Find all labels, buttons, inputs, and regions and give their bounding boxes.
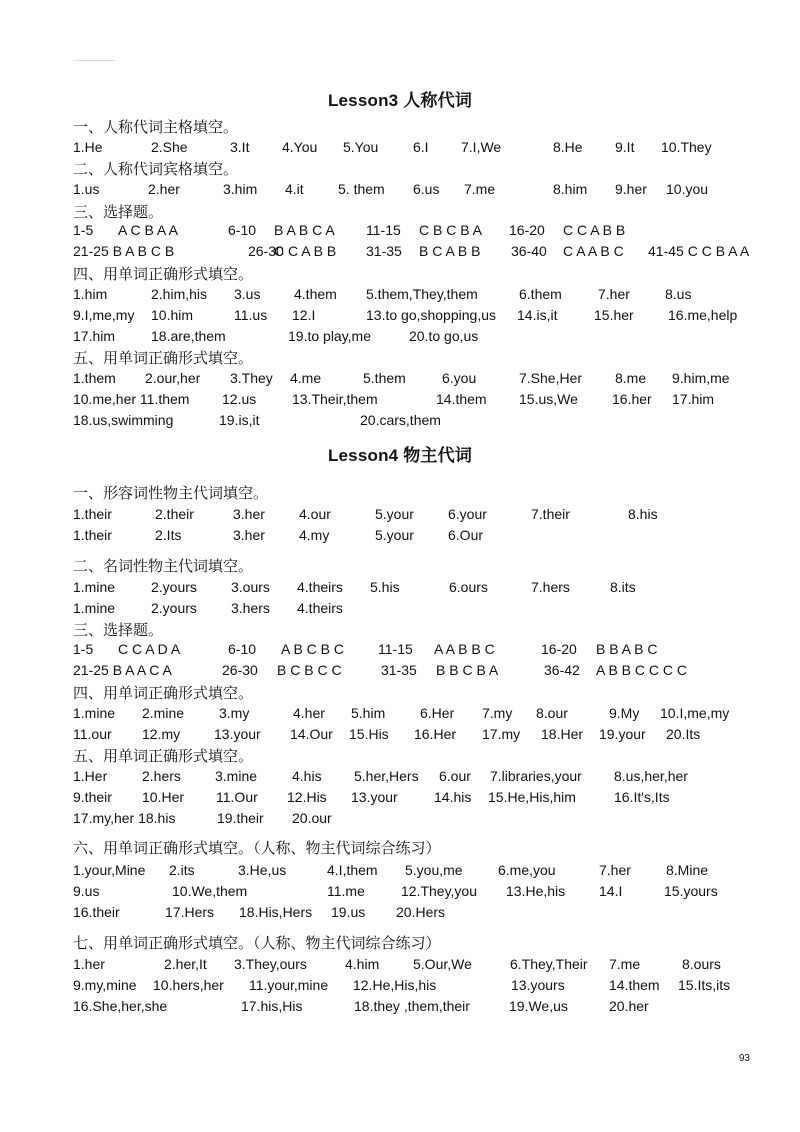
answer-item: 19.is,it	[219, 412, 260, 428]
answer-item: C A A B C	[563, 243, 624, 259]
answer-item: B C A B B	[419, 243, 481, 259]
answer-item: B B C B A	[436, 662, 499, 678]
section-heading: 五、用单词正确形式填空。	[73, 747, 254, 765]
answer-item: 14.them	[609, 977, 660, 993]
answer-item: 12.He,His,his	[353, 977, 437, 993]
section-heading: 四、用单词正确形式填空。	[73, 684, 254, 702]
answer-item: 4.them	[294, 286, 337, 302]
answer-item: 9.my,mine	[73, 977, 137, 993]
answer-item: 6.you	[442, 370, 477, 386]
answer-item: 6.ours	[449, 579, 488, 595]
answer-item: 18.they ,them,their	[354, 998, 470, 1014]
answer-item: 3.They,ours	[234, 956, 307, 972]
answer-item: 2.him,his	[151, 286, 208, 302]
answer-item: 7.me	[609, 956, 641, 972]
answer-item: 19.us	[331, 904, 366, 920]
answer-item: 5.Our,We	[413, 956, 472, 972]
answer-item: 7.her	[599, 862, 631, 878]
section-heading: 六、用单词正确形式填空。（人称、物主代词综合练习）	[73, 839, 441, 857]
answer-item: 1.mine	[73, 705, 116, 721]
answer-item: 3.ours	[231, 579, 270, 595]
answer-item: 5.her,Hers	[354, 768, 419, 784]
answer-item: 20.to go,us	[409, 328, 479, 344]
answer-item: 17.my,her 18.his	[73, 810, 176, 826]
answer-item: 8.us	[665, 286, 692, 302]
answer-item: 20.our	[292, 810, 332, 826]
answer-item: 3.He,us	[238, 862, 287, 878]
answer-item: 11.us	[234, 307, 268, 323]
section-heading: 一、形容词性物主代词填空。	[73, 484, 269, 502]
answer-item: 18.us,swimming	[73, 412, 174, 428]
answer-item: 21-25 B A A C A	[73, 662, 172, 678]
answer-item: 1.them	[73, 370, 116, 386]
answer-item: 16.She,her,she	[73, 998, 168, 1014]
answer-item: 10.Her	[142, 789, 185, 805]
page-number: 93	[738, 1053, 750, 1064]
answer-item: 5.You	[343, 139, 379, 155]
answer-item: 16.Her	[414, 726, 457, 742]
answer-item: 12.His	[287, 789, 327, 805]
answer-item: 18.Her	[541, 726, 584, 742]
answer-item: 2.her	[148, 181, 180, 197]
answer-item: 8.him	[553, 181, 588, 197]
answer-item: 11.Our	[216, 789, 258, 805]
answer-item: 7.her	[598, 286, 630, 302]
answer-item: C C A B B	[563, 222, 626, 238]
answer-item: 3.him	[223, 181, 258, 197]
answer-item: 5.his	[370, 579, 400, 595]
answer-item: 12.I	[292, 307, 316, 323]
answer-item: 17.his,His	[241, 998, 303, 1014]
answer-item: 9.us	[73, 883, 100, 899]
answer-item: 4.his	[292, 768, 322, 784]
answer-item: 4.theirs	[297, 579, 343, 595]
answer-item: 12.my	[142, 726, 181, 742]
answer-item: 1.him	[73, 286, 108, 302]
section-heading: 二、名词性物主代词填空。	[73, 557, 254, 575]
answer-item: 4.her	[293, 705, 325, 721]
answer-item: 17.him	[672, 391, 715, 407]
answer-item: 6.our	[439, 768, 471, 784]
answer-item: 3.They	[230, 370, 273, 386]
answer-item: 9.My	[609, 705, 640, 721]
answer-item: 8.Mine	[666, 862, 709, 878]
answer-item: 8.his	[628, 506, 658, 522]
answer-item: A C B A A	[118, 222, 178, 238]
answer-item: 13.your	[351, 789, 398, 805]
answer-item: 10.I,me,my	[660, 705, 730, 721]
answer-item: 13.He,his	[506, 883, 566, 899]
answer-item: 9.him,me	[672, 370, 730, 386]
answer-item: C B C B A	[419, 222, 483, 238]
answer-item: 21-25 B A B C B	[73, 243, 175, 259]
answer-item: 12.us	[222, 391, 257, 407]
answer-item: 8.me	[615, 370, 647, 386]
answer-item: 19.We,us	[509, 998, 568, 1014]
answer-item: 14.is,it	[517, 307, 558, 323]
answer-item: 1.He	[73, 139, 103, 155]
answer-item: 14.them	[436, 391, 487, 407]
answer-item: 36-40	[511, 243, 547, 259]
answer-item: 9.her	[615, 181, 647, 197]
answer-item: 4.me	[290, 370, 322, 386]
answer-item: 7.me	[464, 181, 496, 197]
answer-item: 13.Their,them	[292, 391, 378, 407]
section-heading: 三、选择题。	[73, 203, 164, 221]
answer-item: A B B C C C C	[596, 662, 688, 678]
answer-item: 26-30	[248, 243, 284, 259]
answer-item: 5. them	[338, 181, 385, 197]
answer-item: 5.them	[363, 370, 406, 386]
answer-item: 3.my	[219, 705, 250, 721]
answer-item: 1.Her	[73, 768, 108, 784]
answer-item: 18.His,Hers	[239, 904, 313, 920]
section-heading: 一、人称代词主格填空。	[73, 118, 239, 136]
answer-item: 11.your,mine	[249, 977, 329, 993]
answer-item: 6.your	[448, 506, 487, 522]
answer-item: 4.him	[345, 956, 380, 972]
answer-item: 10.They	[661, 139, 712, 155]
answer-item: 16.It's,Its	[614, 789, 670, 805]
answer-item: 16-20	[509, 222, 545, 238]
answer-item: 1.your,Mine	[73, 862, 146, 878]
answer-item: 20.her	[609, 998, 649, 1014]
answer-item: 1.her	[73, 956, 105, 972]
answer-item: 16.me,help	[668, 307, 738, 323]
answer-item: 9.their	[73, 789, 112, 805]
answer-item: 17.him	[73, 328, 116, 344]
answer-item: 13.yours	[511, 977, 565, 993]
answer-item: 5.your	[375, 527, 414, 543]
answer-item: 7.She,Her	[519, 370, 583, 386]
answer-item: B A B C A	[274, 222, 335, 238]
answer-item: 19.their	[217, 810, 264, 826]
answer-item: 15.His	[349, 726, 389, 742]
answer-item: 8.us,her,her	[614, 768, 688, 784]
answer-item: 1.their	[73, 506, 112, 522]
answer-item: 3.her	[233, 527, 265, 543]
answer-item: A B C B C	[281, 641, 345, 657]
answer-item: 10.you	[666, 181, 709, 197]
answer-item: 2.its	[169, 862, 195, 878]
answer-item: 1-5	[73, 641, 94, 657]
answer-item: C C A D A	[118, 641, 181, 657]
answer-item: 6.I	[413, 139, 429, 155]
answer-item: 18.are,them	[151, 328, 226, 344]
answer-item: 2.her,It	[164, 956, 207, 972]
answer-item: 16.her	[612, 391, 652, 407]
answer-item: 9.I,me,my	[73, 307, 135, 323]
answer-item: 5.your	[375, 506, 414, 522]
answer-item: 4.I,them	[327, 862, 378, 878]
answer-item: 2.Its	[155, 527, 182, 543]
answer-item: 17.Hers	[165, 904, 215, 920]
lesson4-title: Lesson4 物主代词	[327, 446, 473, 465]
answer-item: 13.your	[214, 726, 261, 742]
answer-item: 3.mine	[215, 768, 258, 784]
answer-item: 6.Our	[448, 527, 484, 543]
answer-item: 6.me,you	[498, 862, 556, 878]
answer-item: 8.our	[536, 705, 568, 721]
answer-item: 6.us	[413, 181, 440, 197]
answer-item: 3.us	[234, 286, 261, 302]
answer-item: 2.She	[151, 139, 188, 155]
answer-item: 8.ours	[682, 956, 721, 972]
answer-item: 7.libraries,your	[490, 768, 582, 784]
section-heading: 五、用单词正确形式填空。	[73, 349, 254, 367]
answer-item: 8.its	[610, 579, 636, 595]
answer-item: 36-42	[544, 662, 580, 678]
answer-item: 14.I	[599, 883, 623, 899]
lesson3-title: Lesson3 人称代词	[327, 91, 473, 110]
answer-item: 3.her	[233, 506, 265, 522]
answer-item: 2.mine	[142, 705, 185, 721]
answer-item: 1.us	[73, 181, 100, 197]
answer-item: 15.her	[594, 307, 634, 323]
section-heading: 二、人称代词宾格填空。	[73, 160, 239, 178]
answer-item: 15.us,We	[519, 391, 578, 407]
answer-item: 20.Its	[666, 726, 701, 742]
section-heading: 三、选择题。	[73, 621, 164, 639]
answer-item: 16.their	[73, 904, 120, 920]
answer-item: 19.your	[599, 726, 646, 742]
answer-item: 14.Our	[290, 726, 333, 742]
answer-item: 3.It	[230, 139, 250, 155]
answer-item: 19.to play,me	[288, 328, 372, 344]
answer-item: 12.They,you	[401, 883, 478, 899]
answer-item: 2.yours	[151, 579, 197, 595]
answer-item: 6.They,Their	[510, 956, 588, 972]
answer-item: 5.him	[351, 705, 386, 721]
answer-item: 9.It	[615, 139, 635, 155]
answer-item: 7.their	[531, 506, 570, 522]
answer-item: 2.their	[155, 506, 194, 522]
answer-item: 1.their	[73, 527, 112, 543]
answer-item: 11-15	[366, 222, 401, 238]
answer-item: 20.cars,them	[360, 412, 441, 428]
answer-item: 41-45 C C B A A	[648, 243, 750, 259]
answer-item: 11-15	[378, 641, 413, 657]
section-heading: 四、用单词正确形式填空。	[73, 265, 254, 283]
answer-item: A A B B C	[434, 641, 495, 657]
answer-item: 2.our,her	[145, 370, 201, 386]
answer-item: 11.me	[327, 883, 365, 899]
answer-item: 2.yours	[151, 600, 197, 616]
answer-item: 14.his	[434, 789, 472, 805]
answer-item: 6-10	[228, 222, 257, 238]
answer-item: 13.to go,shopping,us	[366, 307, 496, 323]
answer-item: 26-30	[222, 662, 258, 678]
answer-item: B B A B C	[596, 641, 658, 657]
answer-item: 4.it	[285, 181, 304, 197]
answer-item: 20.Hers	[396, 904, 446, 920]
answer-item: 4.You	[282, 139, 318, 155]
answer-item: 15.He,His,him	[488, 789, 576, 805]
answer-item: 4.our	[299, 506, 331, 522]
answer-item: 16-20	[541, 641, 577, 657]
section-heading: 七、用单词正确形式填空。（人称、物主代词综合练习）	[73, 934, 441, 952]
answer-item: 4.theirs	[297, 600, 343, 616]
answer-item: 7.hers	[531, 579, 570, 595]
answer-item: 1-5	[73, 222, 94, 238]
answer-item: 8.He	[553, 139, 583, 155]
answer-item: 15.Its,its	[678, 977, 731, 993]
answer-item: 4.my	[299, 527, 330, 543]
header-rule	[73, 60, 115, 61]
answer-item: 2.hers	[142, 768, 181, 784]
answer-item: B C B C C	[277, 662, 342, 678]
answer-item: 7.my	[482, 705, 513, 721]
answer-item: 10.hers,her	[153, 977, 224, 993]
answer-item: 3.hers	[231, 600, 270, 616]
answer-item: 5.you,me	[405, 862, 463, 878]
answer-item: 1.mine	[73, 579, 116, 595]
answer-item: 10.me,her 11.them	[73, 391, 190, 407]
answer-item: 1.mine	[73, 600, 116, 616]
answer-item: 31-35	[381, 662, 417, 678]
answer-item: 31-35	[366, 243, 402, 259]
answer-item: 10.We,them	[172, 883, 248, 899]
answer-item: 6.them	[519, 286, 562, 302]
answer-item: 17.my	[482, 726, 521, 742]
answer-item: 5.them,They,them	[366, 286, 478, 302]
answer-item: 6.Her	[420, 705, 455, 721]
answer-item: C C A B B	[274, 243, 337, 259]
answer-item: 6-10	[228, 641, 257, 657]
answer-item: 10.him	[151, 307, 194, 323]
answer-item: 7.I,We	[461, 139, 502, 155]
answer-item: 15.yours	[664, 883, 718, 899]
answer-item: 11.our	[73, 726, 112, 742]
